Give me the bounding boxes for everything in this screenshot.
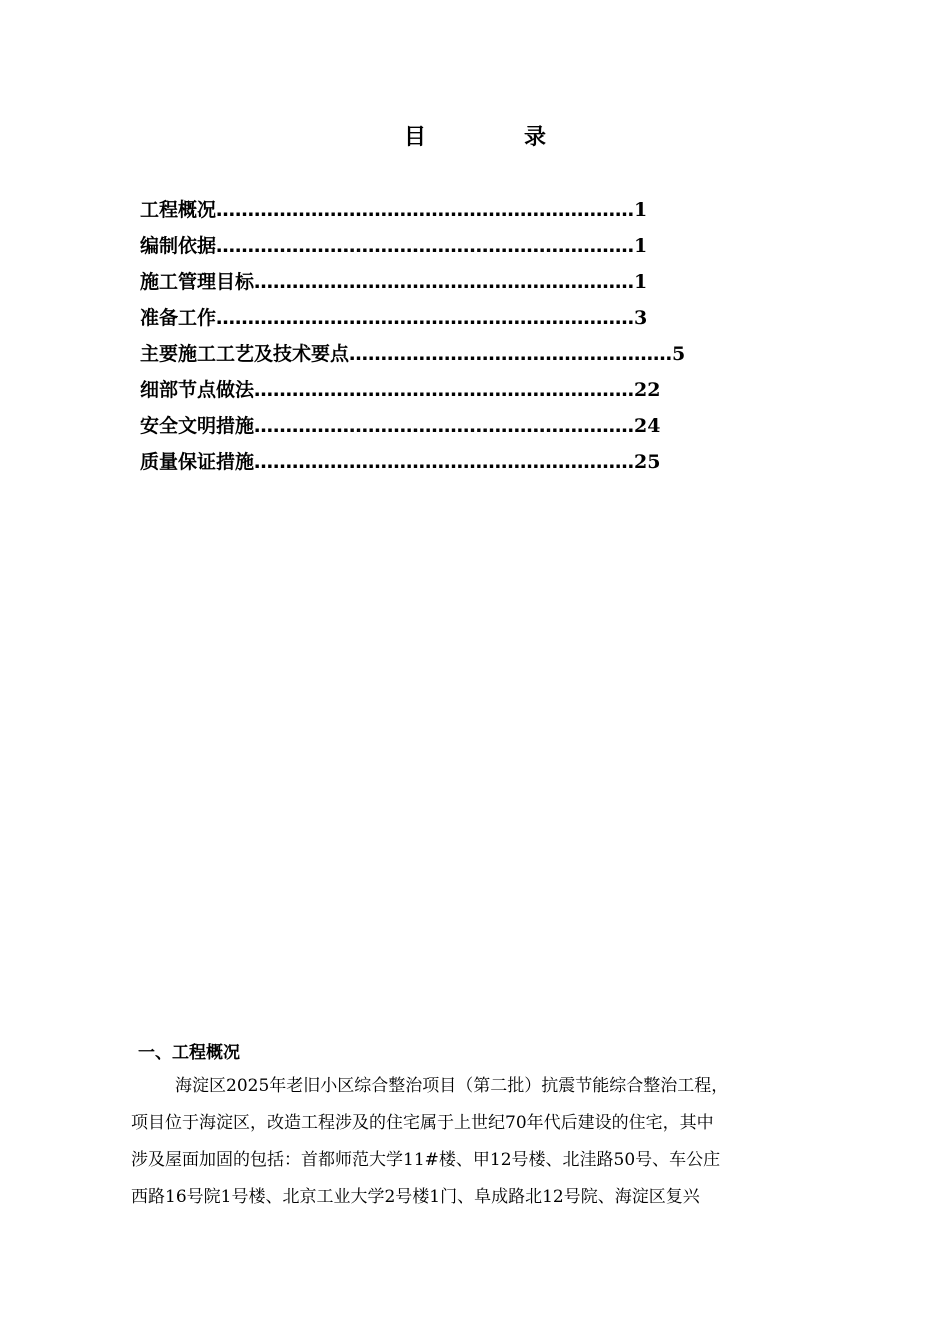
toc-leader-dots: …………………………………………… — [349, 343, 673, 365]
toc-page-number: 1 — [634, 199, 648, 221]
toc-page-number: 25 — [634, 451, 661, 473]
toc-entry-label: 准备工作 — [140, 307, 217, 329]
toc-leader-dots: ………………………………………………………… — [216, 235, 635, 257]
toc-leader-dots: …………………………………………………… — [254, 415, 635, 437]
toc-entry[interactable] — [140, 268, 780, 304]
body-line: 西路16号院1号楼、北京工业大学2号楼1门、阜成路北12号院、海淀区复兴 — [131, 1187, 700, 1207]
toc-entry[interactable] — [140, 448, 780, 484]
body-line: 涉及屋面加固的包括：首都师范大学11#楼、甲12号楼、北洼路50号、车公庄 — [131, 1150, 721, 1170]
toc-entry[interactable] — [140, 376, 780, 412]
toc-entry[interactable] — [140, 196, 780, 232]
toc-entry-label: 安全文明措施 — [140, 415, 255, 437]
section-body — [131, 1068, 811, 1216]
toc-entry-label: 编制依据 — [140, 235, 217, 257]
toc-entry-label: 施工管理目标 — [140, 271, 255, 293]
toc-entry[interactable] — [140, 412, 780, 448]
body-line: 海淀区2025年老旧小区综合整治项目（第二批）抗震节能综合整治工程， — [175, 1076, 729, 1096]
toc-page-number: 1 — [634, 271, 648, 293]
toc-entry[interactable] — [140, 340, 780, 376]
toc-leader-dots: ………………………………………………………… — [216, 199, 635, 221]
toc-entry-label: 质量保证措施 — [140, 451, 255, 473]
toc-entry[interactable] — [140, 304, 780, 340]
toc-entry-label: 工程概况 — [140, 199, 217, 221]
body-line: 项目位于海淀区，改造工程涉及的住宅属于上世纪70年代后建设的住宅，其中 — [131, 1113, 714, 1133]
toc-page-number: 3 — [634, 307, 648, 329]
toc-title: 目 录 — [403, 125, 584, 150]
toc-leader-dots: ………………………………………………………… — [216, 307, 635, 329]
toc-page-number: 24 — [634, 415, 661, 437]
table-of-contents — [140, 196, 780, 484]
toc-page-number: 5 — [672, 343, 686, 365]
toc-page-number: 22 — [634, 379, 661, 401]
toc-leader-dots: …………………………………………………… — [254, 379, 635, 401]
toc-leader-dots: …………………………………………………… — [254, 451, 635, 473]
section-heading: 一、工程概况 — [138, 1043, 240, 1063]
toc-leader-dots: …………………………………………………… — [254, 271, 635, 293]
toc-page-number: 1 — [634, 235, 648, 257]
toc-entry[interactable] — [140, 232, 780, 268]
toc-entry-label: 细部节点做法 — [140, 379, 255, 401]
toc-entry-label: 主要施工工艺及技术要点 — [140, 343, 350, 365]
